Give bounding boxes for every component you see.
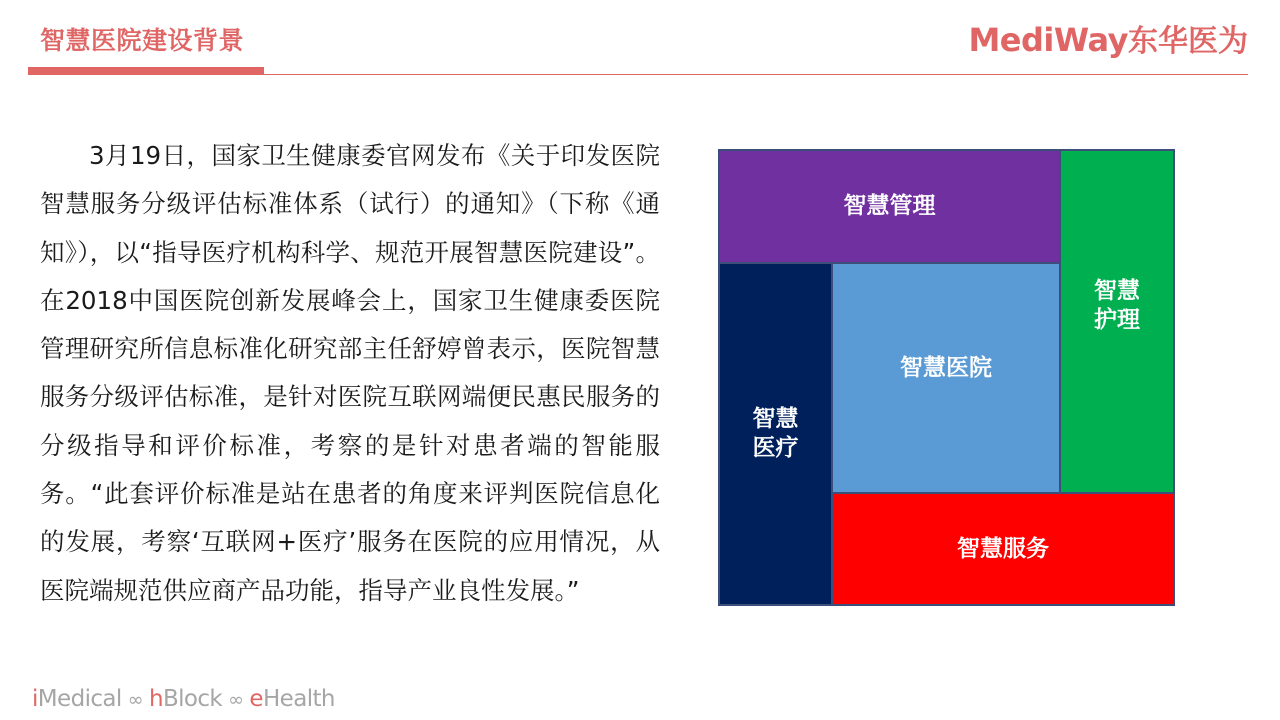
mediway-logo [968, 21, 1248, 59]
block-smart-hospital [831, 262, 1061, 494]
block-smart-nursing [1059, 149, 1175, 494]
logo-text-cn: 东华医为 [1128, 24, 1248, 59]
block-smart-medical-label: 智慧 医疗 [752, 406, 799, 461]
logo-text-en: MediWay [968, 21, 1128, 59]
title-accent-bar [28, 67, 264, 75]
block-smart-management-label: 智慧管理 [843, 193, 936, 219]
smart-hospital-diagram [718, 149, 1175, 606]
block-smart-medical [718, 262, 833, 606]
infinity-icon: ∞ [127, 689, 143, 711]
background-paragraph: 3月19日，国家卫生健康委官网发布《关于印发医院智慧服务分级评估标准体系（试行）的通知》（下称《通知》），以“指导医疗机构科学、规范开展智慧医院建设”。在2018中国医院创新发展峰会上，国家卫生健康委医院管理研究所信息标准化研究部主任舒婷曾表示，医院智慧服务分级评估标准，是针对医院互联网端便民惠民服务的分级指导和评价标准，考察的是针对患者端的智能服务。“此套评价标准是站在患者的角度来评判医院信息化的发展，考察‘互联网+医疗’服务在医院的应用情况，从医院端规范供应商产品功能，指导产业良性发展。” [40, 141, 660, 605]
block-smart-service-label: 智慧服务 [957, 535, 1049, 562]
infinity-icon: ∞ [228, 689, 244, 711]
page-title: 智慧医院建设背景 [40, 26, 245, 55]
block-smart-management [718, 149, 1061, 264]
block-smart-hospital-label: 智慧医院 [900, 354, 992, 381]
block-smart-nursing-label: 智慧 护理 [1094, 277, 1140, 333]
block-smart-service [831, 492, 1175, 606]
footer-tagline: iMedical ∞ hBlock ∞ eHealth [32, 686, 335, 712]
